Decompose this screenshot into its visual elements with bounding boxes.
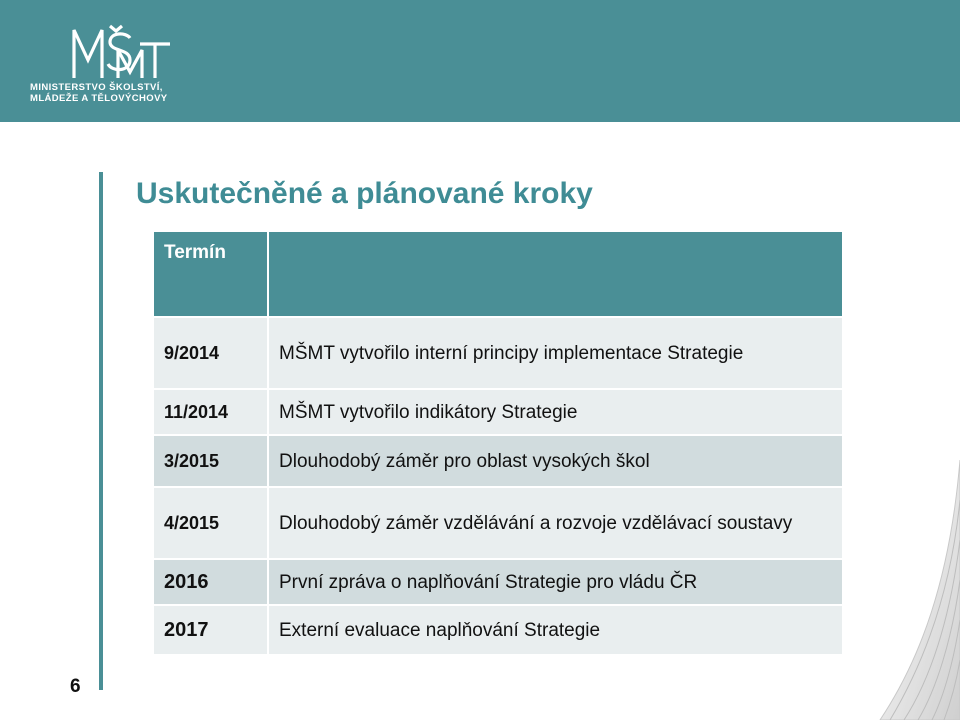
page-number: 6 — [70, 676, 81, 697]
row-text: Externí evaluace naplňování Strategie — [268, 605, 842, 655]
row-text: První zpráva o naplňování Strategie pro vládu ČR — [268, 559, 842, 605]
ministry-name — [30, 82, 168, 104]
accent-bar — [99, 172, 103, 690]
row-term: 11/2014 — [154, 389, 268, 435]
ministry-line-1: MINISTERSTVO ŠKOLSTVÍ, — [30, 82, 163, 93]
page-curl-decoration — [820, 460, 960, 720]
row-term: 4/2015 — [154, 487, 268, 559]
table-row — [154, 435, 842, 487]
row-text: Dlouhodobý záměr vzdělávání a rozvoje vzdělávací soustavy — [268, 487, 842, 559]
steps-table — [154, 232, 842, 656]
header-description — [268, 232, 842, 317]
row-term: 3/2015 — [154, 435, 268, 487]
row-term: 2017 — [154, 605, 268, 655]
ministry-line-2: MLÁDEŽE A TĚLOVÝCHOVY — [30, 93, 168, 104]
row-text: MŠMT vytvořilo indikátory Strategie — [268, 389, 842, 435]
slide-title: Uskutečněné a plánované kroky — [136, 177, 593, 210]
row-term: 2016 — [154, 559, 268, 605]
row-term: 9/2014 — [154, 317, 268, 389]
row-text: MŠMT vytvořilo interní principy implementace Strategie — [268, 317, 842, 389]
table-row — [154, 317, 842, 389]
header-band — [0, 0, 960, 122]
table-row — [154, 487, 842, 559]
table-row — [154, 605, 842, 655]
table-header-row — [154, 232, 842, 317]
table-row — [154, 389, 842, 435]
row-text: Dlouhodobý záměr pro oblast vysokých škol — [268, 435, 842, 487]
table-row — [154, 559, 842, 605]
header-term: Termín — [154, 232, 268, 317]
